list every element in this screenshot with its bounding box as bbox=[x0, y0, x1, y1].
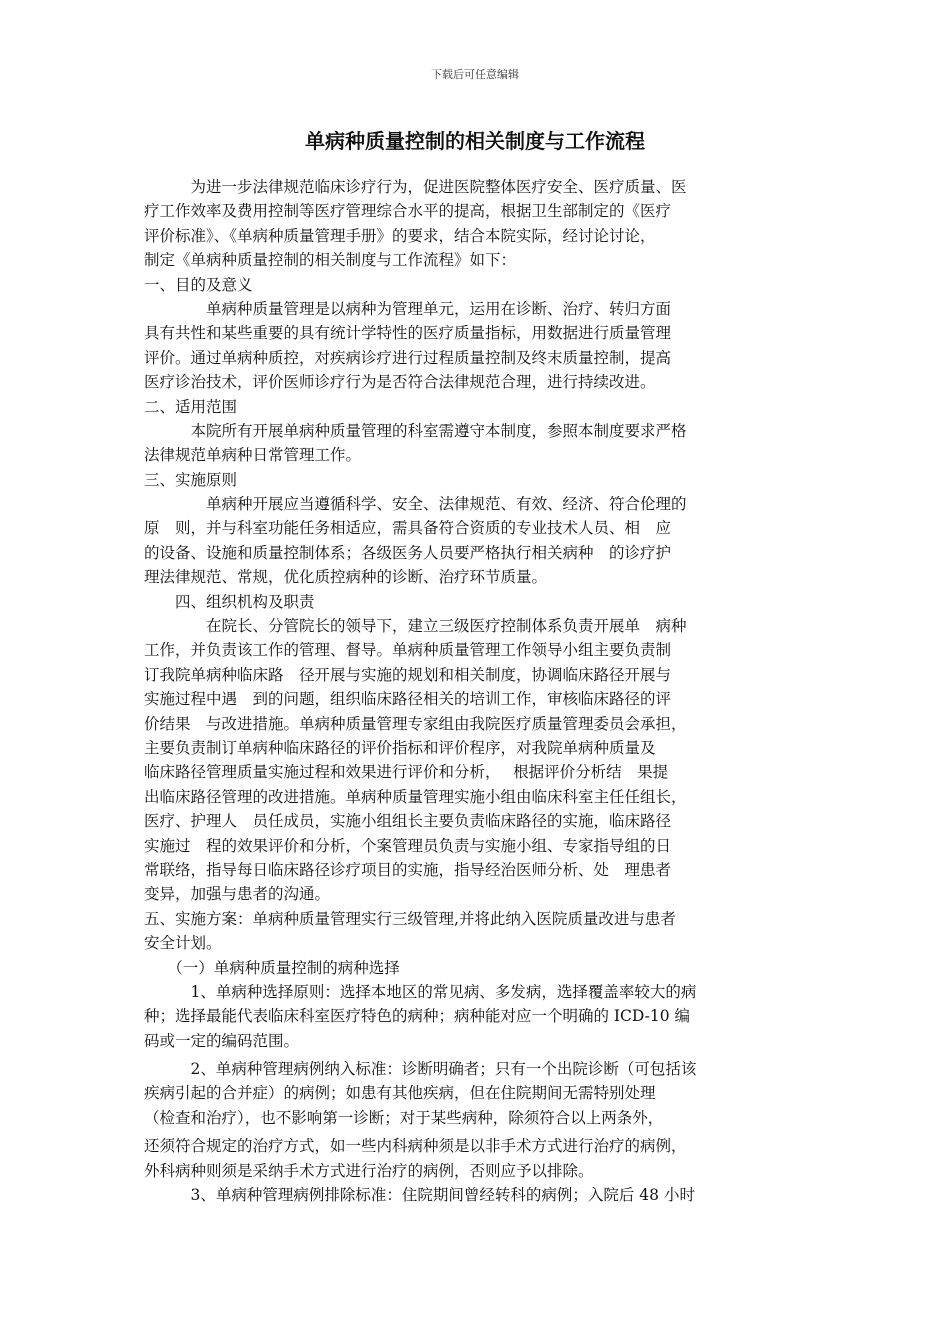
text-line: 临床路径管理质量实施过程和效果进行评价和分析， 根据评价分析结 果提 bbox=[144, 763, 669, 782]
text-line: 还须符合规定的治疗方式，如一些内科病种须是以非手术方式进行治疗的病例， bbox=[144, 1137, 687, 1156]
text-line: 实施过程中遇 到的问题，组织临床路径相关的培训工作，审核临床路径的评 bbox=[144, 690, 672, 709]
text-line: 制定《单病种质量控制的相关制度与工作流程》如下： bbox=[144, 251, 517, 270]
text-line: 码或一定的编码范围。 bbox=[144, 1031, 300, 1050]
text-line: 的设备、设施和质量控制体系；各级医务人员要严格执行相关病种 的诊疗护 bbox=[144, 543, 672, 562]
text-line: 常联络，指导每日临床路径诊疗项目的实施，指导经治医师分析、处 理患者 bbox=[144, 860, 672, 879]
page-title: 单病种质量控制的相关制度与工作流程 bbox=[305, 129, 645, 153]
text-line: 评价。通过单病种质控，对疾病诊疗进行过程质量控制及终末质量控制，提高 bbox=[144, 348, 672, 367]
text-line: 单病种开展应当遵循科学、安全、法律规范、有效、经济、符合伦理的 bbox=[144, 495, 687, 514]
text-line: 订我院单病种临床路 径开展与实施的规划和相关制度，协调临床路径开展与 bbox=[144, 665, 672, 684]
header-note: 下载后可任意编辑 bbox=[431, 68, 519, 81]
text-line: 在院长、分管院长的领导下，建立三级医疗控制体系负责开展单 病种 bbox=[144, 617, 687, 636]
text-line: 疾病引起的合并症）的病例；如患有其他疾病，但在住院期间无需特别处理 bbox=[144, 1084, 656, 1103]
text-line: 单病种质量管理是以病种为管理单元，运用在诊断、治疗、转归方面 bbox=[144, 299, 672, 318]
text-line: 1、单病种选择原则：选择本地区的常见病、多发病，选择覆盖率较大的病 bbox=[144, 982, 697, 1001]
text-line: 主要负责制订单病种临床路径的评价指标和评价程序，对我院单病种质量及 bbox=[144, 738, 656, 757]
text-line: 出临床路径管理的改进措施。单病种质量管理实施小组由临床科室主任任组长， bbox=[144, 787, 687, 806]
text-line: 本院所有开展单病种质量管理的科室需遵守本制度，参照本制度要求严格 bbox=[144, 421, 687, 440]
text-line: 3、单病种管理病例排除标准：住院期间曾经转科的病例；入院后 48 小时 bbox=[144, 1186, 695, 1205]
text-line: 具有共性和某些重要的具有统计学特性的医疗质量指标，用数据进行质量管理 bbox=[144, 324, 672, 343]
text-line: 为进一步法律规范临床诊疗行为，促进医院整体医疗安全、医疗质量、医 bbox=[144, 178, 687, 196]
text-line: （检查和治疗），也不影响第一诊断；对于某些病种，除须符合以上两条外， bbox=[144, 1108, 664, 1127]
text-line: 安全计划。 bbox=[144, 934, 222, 953]
text-line: 疗工作效率及费用控制等医疗管理综合水平的提高，根据卫生部制定的《医疗 bbox=[144, 202, 672, 221]
text-line: 五、实施方案：单病种质量管理实行三级管理,并将此纳入医院质量改进与患者 bbox=[144, 909, 676, 928]
text-line: 二、适用范围 bbox=[144, 397, 238, 416]
text-line: 变异，加强与患者的沟通。 bbox=[144, 885, 331, 904]
text-line: 理法律规范、常规，优化质控病种的诊断、治疗环节质量。 bbox=[144, 568, 548, 587]
body-text bbox=[144, 175, 812, 1207]
text-line: 实施过 程的效果评价和分析，个案管理员负责与实施小组、专家指导组的日 bbox=[144, 836, 672, 855]
text-line: 四、组织机构及职责 bbox=[144, 592, 315, 611]
text-line: 评价标准》、《单病种质量管理手册》的要求，结合本院实际，经讨论讨论， bbox=[144, 226, 656, 245]
text-line: 2、单病种管理病例纳入标准：诊断明确者；只有一个出院诊断（可包括该 bbox=[144, 1060, 697, 1079]
text-line: 三、实施原则 bbox=[144, 470, 238, 489]
text-line: 原 则，并与科室功能任务相适应，需具备符合资质的专业技术人员、相 应 bbox=[144, 519, 672, 538]
text-line: 价结果 与改进措施。单病种质量管理专家组由我院医疗质量管理委员会承担， bbox=[144, 714, 687, 733]
text-line: 种；选择最能代表临床科室医疗特色的病种；病种能对应一个明确的 ICD-10 编 bbox=[144, 1007, 691, 1026]
text-line: 工作，并负责该工作的管理、督导。单病种质量管理工作领导小组主要负责制 bbox=[144, 641, 672, 660]
text-line: 医疗诊治技术，评价医师诊疗行为是否符合法律规范合理，进行持续改进。 bbox=[144, 373, 656, 392]
text-line: 医疗、护理人 员任成员，实施小组组长主要负责临床路径的实施，临床路径 bbox=[144, 812, 672, 831]
text-line: 法律规范单病种日常管理工作。 bbox=[144, 446, 362, 465]
text-line: 外科病种则须是采纳手术方式进行治疗的病例，否则应予以排除。 bbox=[144, 1161, 594, 1180]
text-line: （一）单病种质量控制的病种选择 bbox=[144, 958, 400, 977]
text-line: 一、目的及意义 bbox=[144, 275, 253, 294]
